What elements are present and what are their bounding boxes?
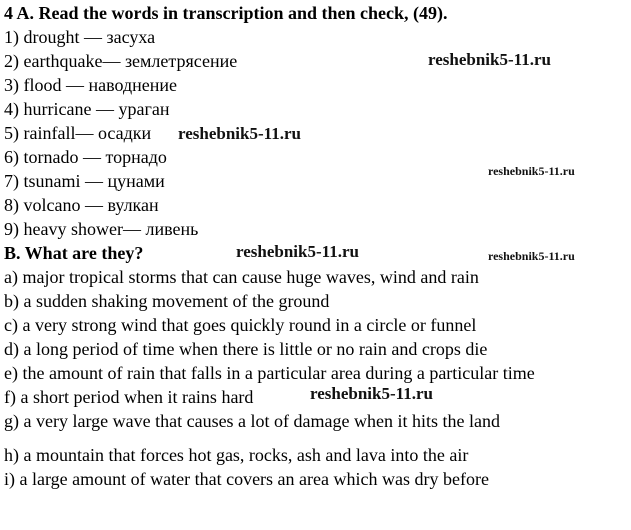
definition-d: d) a long period of time when there is little or no rain and crops die xyxy=(4,339,488,359)
watermark: reshebnik5-11.ru xyxy=(310,384,433,403)
watermark: reshebnik5-11.ru xyxy=(236,242,359,261)
watermark: reshebnik5-11.ru xyxy=(488,249,575,263)
vocab-item-rainfall: 5) rainfall— осадки xyxy=(4,123,152,143)
vocab-item-tornado: 6) tornado — торнадо xyxy=(4,147,167,167)
definition-h: h) a mountain that forces hot gas, rocks, ash and lava into the air xyxy=(4,445,469,465)
definition-f: f) a short period when it rains hard xyxy=(4,387,254,407)
definition-i: i) a large amount of water that covers an area which was dry before xyxy=(4,469,489,489)
vocab-item-earthquake: 2) earthquake— землетрясение xyxy=(4,51,238,71)
vocab-item-hurricane: 4) hurricane — ураган xyxy=(4,99,170,119)
watermark: reshebnik5-11.ru xyxy=(428,50,551,69)
definition-c: c) a very strong wind that goes quickly round in a circle or funnel xyxy=(4,315,477,335)
vocab-item-heavy-shower: 9) heavy shower— ливень xyxy=(4,219,199,239)
vocab-item-flood: 3) flood — наводнение xyxy=(4,75,178,95)
watermark: reshebnik5-11.ru xyxy=(178,124,301,143)
definition-e: e) the amount of rain that falls in a particular area during a particular time xyxy=(4,363,535,383)
vocab-item-drought: 1) drought — засуха xyxy=(4,27,156,47)
vocab-item-volcano: 8) volcano — вулкан xyxy=(4,195,159,215)
watermark: reshebnik5-11.ru xyxy=(488,164,575,178)
section-b-heading: B. What are they? xyxy=(4,243,144,263)
definition-a: a) major tropical storms that can cause huge waves, wind and rain xyxy=(4,267,479,287)
section-a-heading: 4 A. Read the words in transcription and then check, (49). xyxy=(4,3,448,23)
definition-g: g) a very large wave that causes a lot of damage when it hits the land xyxy=(4,411,500,431)
vocab-item-tsunami: 7) tsunami — цунами xyxy=(4,171,165,191)
definition-b: b) a sudden shaking movement of the ground xyxy=(4,291,330,311)
